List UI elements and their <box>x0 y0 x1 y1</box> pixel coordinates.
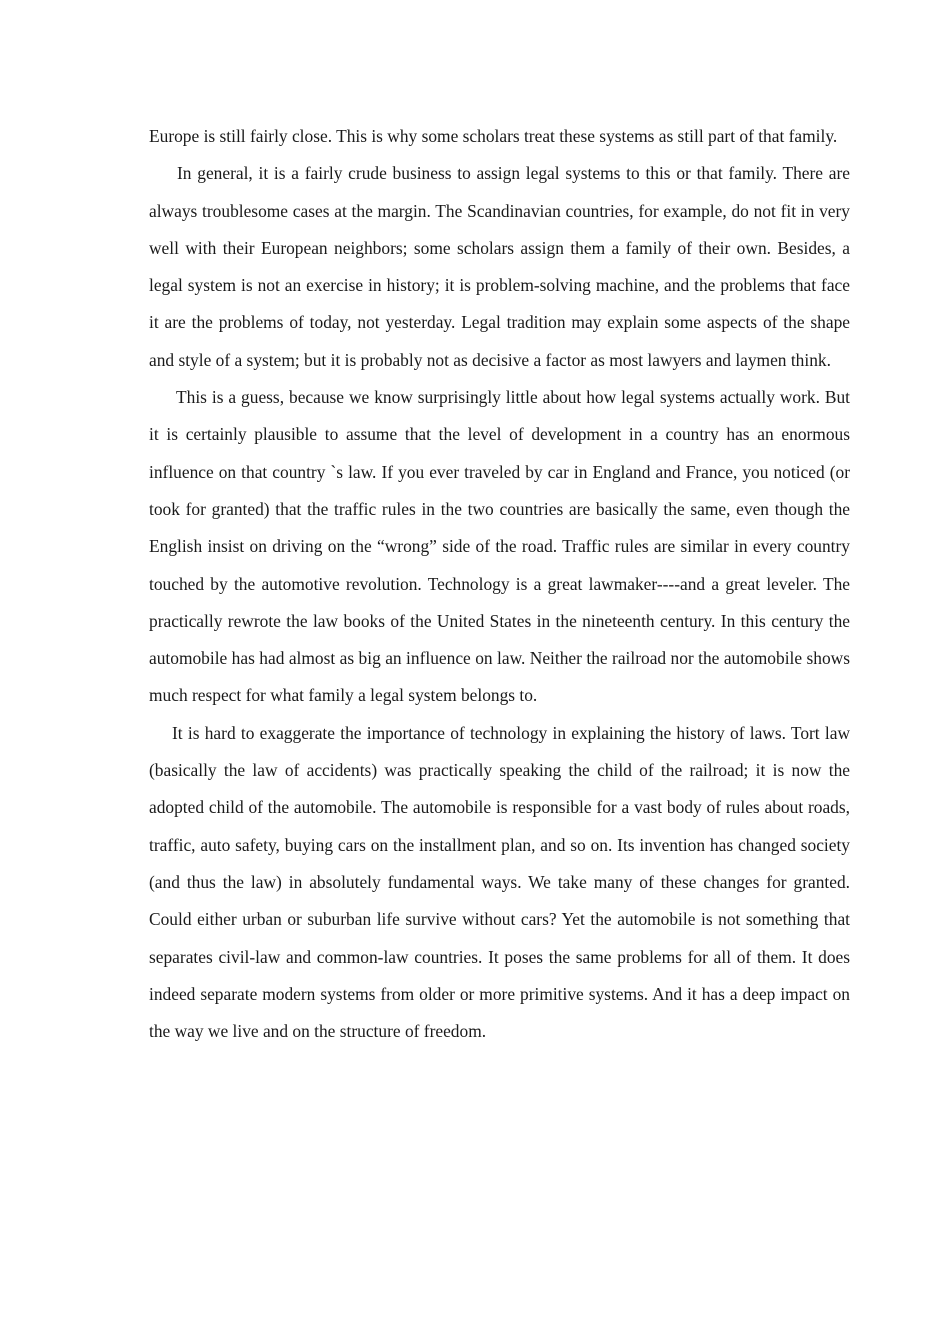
paragraph-legal-families: In general, it is a fairly crude business to assign legal systems to this or that family. There are always troublesome cases at the margin. The Scandinavian countries, for example, do not fit in very well with their European neighbors; some scholars assign them a family of their own. Besides, a legal system is not an exercise in history; it is problem-solving machine, and the problems that face it are the problems of today, not yesterday. Legal tradition may explain some aspects of the shape and style of a system; but it is probably not as decisive a factor as most lawyers and laymen think. <box>149 163 850 370</box>
paragraph-development-influence: This is a guess, because we know surprisingly little about how legal systems actually work. But it is certainly plausible to assume that the level of development in a country has an enormous influence on that country `s law. If you ever traveled by car in England and France, you noticed (or took for granted) that the traffic rules in the two countries are basically the same, even though the English insist on driving on the “wrong” side of the road. Traffic rules are similar in every country touched by the automotive revolution. Technology is a great lawmaker----and a great leveler. The practically rewrote the law books of the United States in the nineteenth century. In this century the automobile has had almost as big an influence on law. Neither the railroad nor the automobile shows much respect for what family a legal system belongs to. <box>149 387 850 706</box>
paragraph-technology-importance: It is hard to exaggerate the importance of technology in explaining the history of laws. Tort law (basically the law of accidents) was practically speaking the child of the railroad; it is now the adopted child of the automobile. The automobile is responsible for a vast body of rules about roads, traffic, auto safety, buying cars on the installment plan, and so on. Its invention has changed society (and thus the law) in absolutely fundamental ways. We take many of these changes for granted. Could either urban or suburban life survive without cars? Yet the automobile is not something that separates civil-law and common-law countries. It poses the same problems for all of them. It does indeed separate modern systems from older or more primitive systems. And it has a deep impact on the way we live and on the structure of freedom. <box>149 722 850 1042</box>
paragraph-continued: Europe is still fairly close. This is why some scholars treat these systems as still part of that family. <box>149 126 838 146</box>
body-text <box>149 118 850 1050</box>
